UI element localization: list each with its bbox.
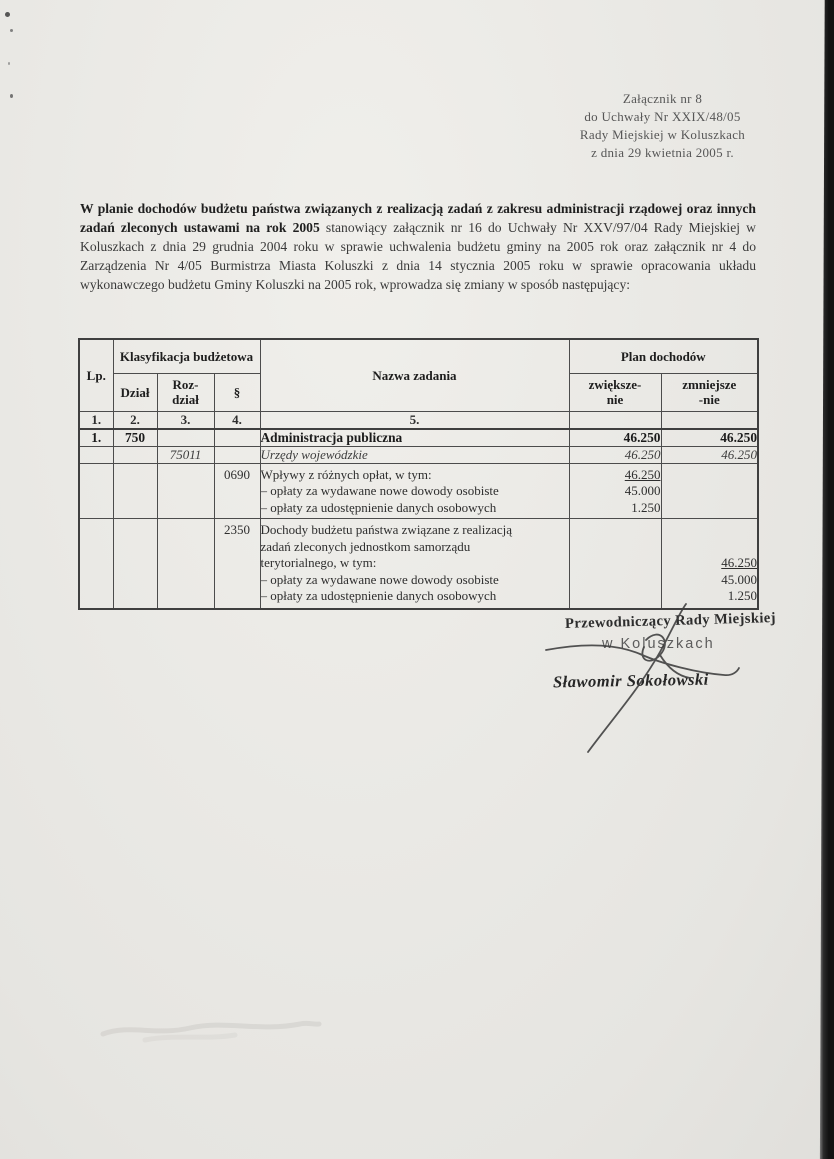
cell-rozdzial [157,519,214,609]
table-row-2350 [79,519,758,609]
stamp-place: w Koluszkach [602,636,715,652]
col-header-zmniejszenie: zmniejsze -nie [661,373,758,411]
cell-nazwa: Administracja publiczna [260,429,569,447]
cell-nazwa: Dochody budżetu państwa związane z realizacją zadań zleconych jednostkom samorządu terytorialnego, w tym: – opłaty za wydawane nowe dowody osobiste – opłaty za udostępnienie danych osobowych [260,519,569,609]
scan-edge-shadow [819,0,834,1159]
col-header-nazwa: Nazwa zadania [260,339,569,411]
stamp-title: Przewodniczący Rady Miejskiej [564,610,777,632]
cell-lp [79,463,113,519]
cell-paragraf: 2350 [214,519,260,609]
pencil-smudge [95,1000,325,1050]
cell-paragraf [214,446,260,463]
cell-nazwa: Urzędy wojewódzkie [260,446,569,463]
cell-rozdzial [157,463,214,519]
signature-block [440,600,810,770]
col-header-klasyfikacja: Klasyfikacja budżetowa [113,339,260,373]
col-header-plan: Plan dochodów [569,339,758,373]
cell-zmniejszenie: 46.250 [661,429,758,447]
col-header-paragraf: § [214,373,260,411]
cell-dzial [113,519,157,609]
attachment-header [545,90,780,162]
cell-dzial: 750 [113,429,157,447]
col-header-lp: Lp. [79,339,113,411]
cell-paragraf [214,429,260,447]
cell-dzial [113,446,157,463]
cell-zmniejszenie: 46.250 45.000 1.250 [661,519,758,609]
attachment-number: Załącznik nr 8 [622,91,703,106]
cell-nazwa: Wpływy z różnych opłat, w tym: – opłaty za wydawane nowe dowody osobiste – opłaty za udostępnienie danych osobowych [260,463,569,519]
table-row-urzedy [79,446,758,463]
cell-zwiekszenie: 46.250 45.000 1.250 [569,463,661,519]
intro-paragraph [80,199,756,294]
council-name: Rady Miejskiej w Koluszkach [579,127,746,142]
cell-lp [79,446,113,463]
stamp-signatory-name: Sławomir Sokołowski [552,669,709,692]
col-header-rozdzial: Roz- dział [157,373,214,411]
table-row-0690 [79,463,758,519]
column-numbering-row: 1. 2. 3. 4. 5. [79,411,758,429]
cell-lp [79,519,113,609]
cell-zmniejszenie: 46.250 [661,446,758,463]
budget-table [78,338,759,610]
cell-lp: 1. [79,429,113,447]
intro-bold-text: W planie dochodów budżetu państwa związanych z realizacją zadań z zakresu administracji rządowej oraz innych zadań zleconych ustawami na rok 2005 [80,201,756,235]
col-header-zwiekszenie: zwiększe- nie [569,373,661,411]
scan-speck [10,29,13,32]
cell-dzial [113,463,157,519]
cell-rozdzial [157,429,214,447]
cell-zwiekszenie: 46.250 [569,446,661,463]
cell-rozdzial: 75011 [157,446,214,463]
cell-zwiekszenie [569,519,661,609]
resolution-date: z dnia 29 kwietnia 2005 r. [591,145,734,160]
col-header-dzial: Dział [113,373,157,411]
table-row-administracja [79,429,758,447]
cell-zwiekszenie: 46.250 [569,429,661,447]
resolution-number: do Uchwały Nr XXIX/48/05 [584,109,741,124]
scan-speck [10,94,13,98]
scan-speck [8,62,10,65]
cell-zmniejszenie [661,463,758,519]
intro-regular-text: stanowiący załącznik nr 16 do Uchwały Nr XXV/97/04 Rady Miejskiej w Koluszkach z dnia 29 grudnia 2004 roku w sprawie uchwalenia budżetu gminy na 2005 rok oraz załącznik nr 4 do Zarządzenia Nr 4/05 Burmistrza Miasta Koluszki z dnia 14 stycznia 2005 roku w sprawie opracowania układu wykonawczego budżetu Gminy Koluszki na 2005 rok, wprowadza się zmiany w sposób następujący: [80,220,756,292]
scan-speck [5,12,10,17]
handwritten-signature [440,600,810,770]
cell-paragraf: 0690 [214,463,260,519]
